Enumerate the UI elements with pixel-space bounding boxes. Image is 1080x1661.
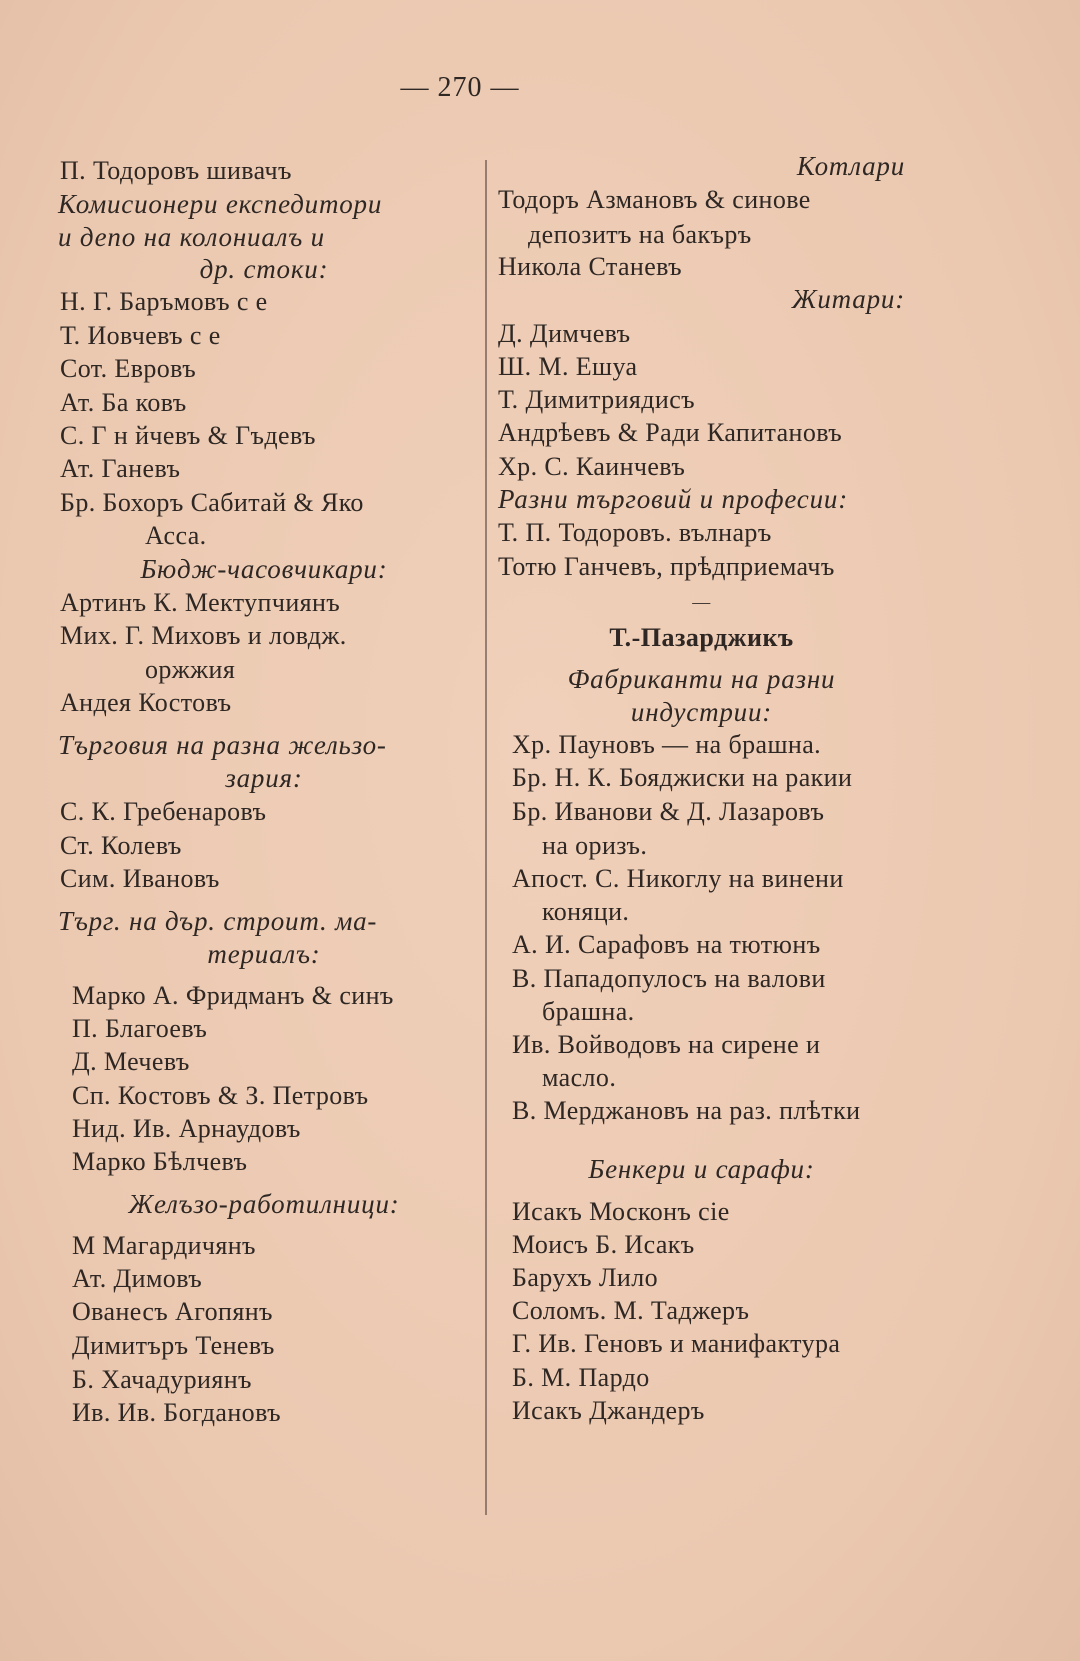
- section-heading: Комисионери експедитори: [58, 189, 383, 219]
- entry-line: Исакъ Москонъ сіе: [512, 1197, 730, 1226]
- entry-line: С. К. Гребенаровъ: [60, 797, 267, 826]
- entry-line: Артинъ К. Мектупчиянъ: [60, 588, 341, 617]
- entry-line: Бр. Иванови & Д. Лазаровъ: [512, 797, 825, 826]
- entry-continuation: брашна.: [542, 997, 635, 1026]
- section-heading: индустрии:: [630, 697, 773, 727]
- section-heading: Търговия на разна жельзо-: [58, 730, 387, 760]
- entry-line: Тодоръ Азмановъ & синове: [498, 185, 811, 214]
- entry-line: Сот. Евровъ: [60, 354, 197, 383]
- entry-line: Т. Иовчевъ с е: [60, 321, 221, 350]
- page-number: — 270 —: [400, 72, 520, 103]
- entry-line: А. И. Сарафовъ на тютюнъ: [512, 930, 821, 959]
- entry-line: В. Пападопулосъ на валови: [512, 964, 826, 993]
- entry-line: С. Г н йчевъ & Гъдевъ: [60, 421, 316, 450]
- entry-line: Бр. Бохоръ Сабитай & Яко: [60, 488, 364, 517]
- section-heading: Бенкери и сарафи:: [588, 1154, 815, 1184]
- entry-continuation: коняци.: [542, 897, 630, 926]
- entry-line: Мих. Г. Миховъ и ловдж.: [60, 621, 347, 650]
- entry-line: Т. П. Тодоровъ. вълнаръ: [498, 518, 772, 547]
- entry-line: Исакъ Джандеръ: [512, 1396, 705, 1425]
- entry-continuation: на оризъ.: [542, 831, 648, 860]
- entry-line: Ив. Ив. Богдановъ: [72, 1398, 281, 1427]
- entry-line: Ат. Ганевъ: [60, 454, 181, 483]
- entry-line: Ат. Ба ковъ: [60, 388, 187, 417]
- entry-line: Соломъ. М. Таджеръ: [512, 1296, 750, 1325]
- entry-line: Д. Мечевъ: [72, 1047, 190, 1076]
- entry-line: Димитъръ Теневъ: [72, 1331, 275, 1360]
- entry-line: М Магардичянъ: [72, 1231, 256, 1260]
- entry-line: Моисъ Б. Исакъ: [512, 1230, 695, 1259]
- entry-line: Никола Станевъ: [498, 252, 683, 281]
- entry-line: Сим. Ивановъ: [60, 864, 220, 893]
- section-heading: Житари:: [791, 284, 905, 314]
- separator-dash: —: [692, 592, 711, 612]
- column-divider: [485, 160, 487, 1515]
- entry-line: Андея Костовъ: [60, 688, 232, 717]
- entry-line: Бр. Н. К. Бояджиски на ракии: [512, 763, 853, 792]
- section-heading: Желъзо-работилници:: [128, 1189, 400, 1219]
- entry-line: Г. Ив. Геновъ и манифактура: [512, 1329, 841, 1358]
- section-heading: Разни търговий и професии:: [498, 484, 848, 514]
- section-heading: Фабриканти на разни: [567, 664, 836, 694]
- entry-line: П. Благоевъ: [72, 1014, 208, 1043]
- entry-line: В. Мерджановъ на раз. плѣтки: [512, 1096, 861, 1125]
- section-heading: Търг. на дър. строит. ма-: [58, 906, 378, 936]
- entry-line: Апост. С. Никоглу на винени: [512, 864, 844, 893]
- entry-line: П. Тодоровъ шивачъ: [60, 156, 292, 185]
- section-heading: Котлари: [796, 151, 905, 181]
- entry-line: Сп. Костовъ & З. Петровъ: [72, 1081, 369, 1110]
- entry-line: Хр. С. Каинчевъ: [498, 452, 686, 481]
- entry-line: Марко А. Фридманъ & синъ: [72, 981, 394, 1010]
- entry-line: Нид. Ив. Арнаудовъ: [72, 1114, 301, 1143]
- entry-line: Ованесъ Агопянъ: [72, 1297, 273, 1326]
- entry-continuation: масло.: [542, 1063, 617, 1092]
- entry-line: Марко Бѣлчевъ: [72, 1147, 248, 1176]
- entry-line: Барухъ Лило: [512, 1263, 659, 1292]
- city-title: Т.-Пазарджикъ: [609, 623, 794, 652]
- entry-line: Б. Хачадуриянъ: [72, 1365, 252, 1394]
- section-heading: зария:: [225, 763, 303, 793]
- entry-line: Д. Димчевъ: [498, 319, 631, 348]
- entry-line: Андрѣевъ & Ради Капитановъ: [498, 418, 843, 447]
- entry-line: Б. М. Пардо: [512, 1363, 650, 1392]
- entry-line: Ив. Войводовъ на сирене и: [512, 1030, 821, 1059]
- entry-continuation: оржжия: [145, 655, 236, 684]
- entry-line: Ш. М. Ешуа: [498, 352, 638, 381]
- entry-continuation: депозитъ на бакъръ: [528, 220, 752, 249]
- entry-continuation: Асса.: [145, 521, 207, 550]
- entry-line: Н. Г. Баръмовъ с е: [60, 287, 268, 316]
- section-heading: др. стоки:: [199, 254, 329, 284]
- section-heading: Бюдж-часовчикари:: [140, 554, 388, 584]
- entry-line: Ст. Колевъ: [60, 831, 182, 860]
- entry-line: Хр. Пауновъ — на брашна.: [512, 730, 822, 759]
- entry-line: Тотю Ганчевъ, прѣдприемачъ: [498, 552, 835, 581]
- section-heading: териалъ:: [207, 939, 321, 969]
- entry-line: Ат. Димовъ: [72, 1264, 203, 1293]
- section-heading: и депо на колониалъ и: [58, 222, 325, 252]
- entry-line: Т. Димитриядисъ: [498, 385, 695, 414]
